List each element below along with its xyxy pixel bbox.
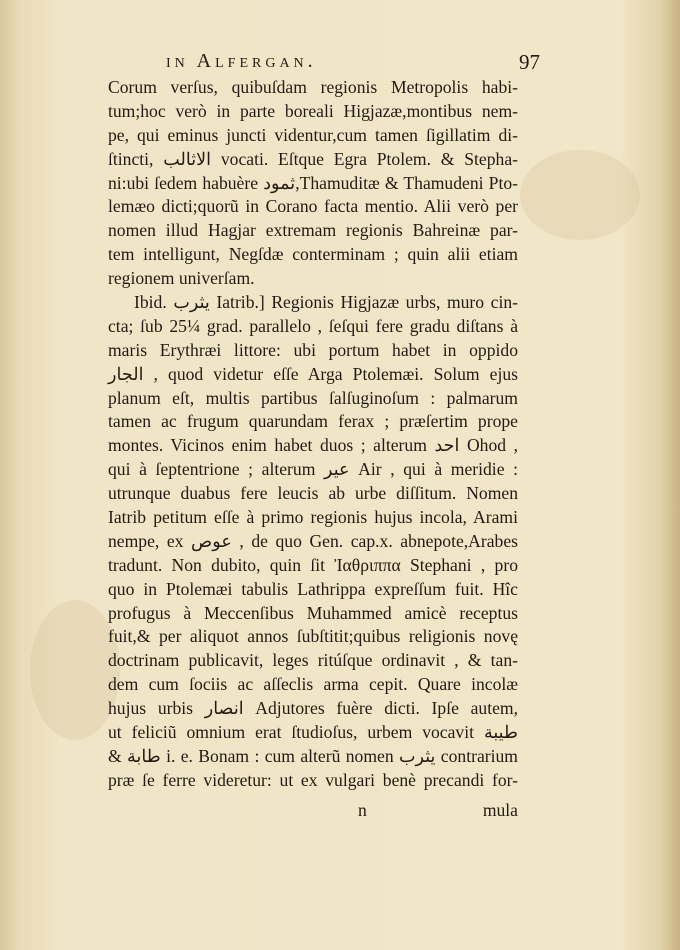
text-line: tum;hoc verò in parte boreali Higjazæ,montibus nem- xyxy=(108,100,518,121)
text-line: præ ſe ferre videretur: ut ex vulgari benè precandi for- xyxy=(108,769,518,790)
text-line: hujus urbis انصار Adjutores fuère dicti. Ipſe autem, xyxy=(108,698,518,719)
text-line: ni:ubi ſedem habuère ثمود,Thamuditæ & Thamudeni Pto- xyxy=(108,172,519,193)
text-line: nomen illud Hagjar extremam regionis Bahreinæ par- xyxy=(108,220,518,241)
text-line: cta; ſub 25¼ grad. parallelo , ſeſqui fere gradu diſtans à xyxy=(108,315,518,336)
text-line: tem intelligunt, Negſdæ conterminam ; quin alii etiam xyxy=(108,244,518,265)
text-line: fuit,& per aliquot annos ſubſtitit;quibus religionis novę xyxy=(108,626,518,647)
paper-stain xyxy=(30,600,120,740)
text-line: الجار , quod videtur eſſe Arga Ptolemæi. Solum ejus xyxy=(108,363,518,384)
text-line: planum eſt, multis partibus ſalſuginoſum : palmarum xyxy=(108,387,518,408)
body-text xyxy=(108,76,518,793)
running-title: in Alfergan. xyxy=(166,50,317,72)
text-line: doctrinam publicavit, leges ritúſque ordinavit , & tan- xyxy=(108,650,518,671)
text-line: ut feliciũ omnium erat ſtudioſus, urbem vocavit طيبة xyxy=(108,722,518,743)
text-line: Ibid. يثرب Iatrib.] Regionis Higjazæ urbs, muro cin- xyxy=(134,292,519,313)
text-line: & طابة i. e. Bonam : cum alterũ nomen يثرب contrarium xyxy=(108,745,518,766)
text-line: pe, qui eminus juncti videntur,cum tamen ſigillatim di- xyxy=(108,124,518,145)
text-line: utrunque duabus fere leucis ab urbe diſſitum. Nomen xyxy=(108,483,518,504)
text-line: Iatrib petitum eſſe à primo regionis hujus incola, Arami xyxy=(108,507,518,528)
text-line: tamen ac frugum quarundam ferax ; præſertim prope xyxy=(108,411,518,432)
page-number: 97 xyxy=(519,50,540,74)
text-line: profugus à Meccenſibus Muhammed amicè receptus xyxy=(108,602,518,623)
text-line: Corum verſus, quibuſdam regionis Metropolis habi- xyxy=(108,77,518,97)
text-line: lemæo dicti;quorũ in Corano facta mentio. Alii verò per xyxy=(108,196,518,217)
paper-stain xyxy=(520,150,640,240)
text-line: nempe, ex عوص , de quo Gen. cap.x. abnepote,Arabes xyxy=(108,530,518,551)
text-line: qui à ſeptentrione ; alterum عير Air , qui à meridie : xyxy=(108,459,519,480)
text-line: regionem univerſam. xyxy=(108,268,255,289)
signature-mark: n xyxy=(358,800,367,820)
text-line: ſtincti, الاثالب vocati. Eſtque Egra Ptolem. & Stepha- xyxy=(108,148,518,169)
text-line: maris Erythræi littore: ubi portum habet in oppido xyxy=(108,339,518,360)
text-line: quo in Ptolemæi tabulis Lathrippa expreſſum fuit. Hîc xyxy=(108,578,518,599)
catchword: mula xyxy=(482,800,518,820)
text-line: dem cum ſociis ac aſſeclis arma cepit. Quare incolæ xyxy=(108,674,518,695)
text-line: montes. Vicinos enim habet duos ; alterum احد Ohod , xyxy=(108,435,518,456)
text-line: tradunt. Non dubito, quin ſit Ἰαθριππα Stephani , pro xyxy=(108,554,518,575)
